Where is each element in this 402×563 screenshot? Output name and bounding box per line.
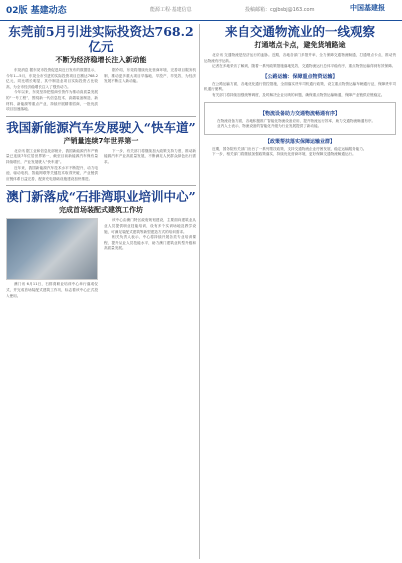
article-1 — [6, 24, 196, 113]
article-1-para: 今年以来，东莞坚持把招商引资作为推动高质量发展的“一号工程”，围绕新一代信息技术、高端装备制造、新材料、新能源等重点产业，持续开展精准招商，一批优质项目加速落地。 — [6, 90, 98, 112]
section-para: 下一步，相关部门将继续加强政策落实，持续优化营商环境，更好保障交通物流畅通运行。 — [212, 152, 356, 157]
article-3-subtitle: 完成首场装配式建筑工作坊 — [59, 206, 143, 215]
article-4 — [204, 24, 396, 158]
article-2-para: 下一步，有关部门将继续加大政策支持力度，推动新能源汽车产业高质量发展，不断满足人民群众绿色出行需求。 — [104, 148, 196, 164]
article-4-intro: 记者在多地采访了解到，随着一系列政策措施落地见效，交通物流运行总体平稳有序，重点物资运输得到有效保障。 — [212, 64, 396, 69]
right-column — [204, 24, 396, 158]
article-1-para: 据介绍，东莞将继续优化营商环境，完善项目服务机制，推动更多重大项目早落地、早投产、早见效，为经济发展不断注入新动能。 — [104, 68, 196, 84]
section-heading: 【物流设备助力交通物流畅通有序】 — [259, 110, 340, 117]
divider — [6, 185, 196, 186]
article-2-para: 北京讯 据工业和信息化部统计，我国新能源汽车产销量已连续7年位居世界第一，截至目前新能源汽车保有量持续增长，产业发展驶入“快车道”。 — [6, 148, 98, 164]
article-3 — [6, 189, 196, 299]
article-1-subtitle: 不断为经济稳增长注入新动能 — [55, 56, 147, 64]
header-email: 投稿邮箱：cgjbsbj@163.com — [245, 7, 315, 13]
article-1-body — [6, 68, 196, 113]
divider — [6, 116, 196, 117]
article-1-para: 东莞消息 据东莞市投资促进局近日发布的数据显示，今年1—5月，东莞全市引进的实际投资项目总额达768.2亿元，同比增长明显，其中制造业项目实际投资占比较高，为全市经济稳增长注入了强劲动力。 — [6, 68, 98, 89]
article-3-para: 澳门讯 6月11日，石排湾职业培训中心举行落成仪式，并完成首场装配式建筑工作坊，标志着该中心正式投入使用。 — [6, 282, 98, 298]
article-4-subtitle: 打通堵点卡点，避免货埔路途 — [254, 41, 346, 49]
article-3-body — [6, 218, 196, 299]
section-para: 在公路运输方面，各地优化通行管控措施，全面落实货车司机通行政策，设立重点物资运输车辆通行证，保障货车司机通行便利。 — [204, 81, 396, 92]
sidebar-box — [204, 102, 396, 135]
article-3-title: 澳门新落成“石排湾职业培训中心” — [6, 189, 196, 205]
article-2-subtitle: 产销量连续7年世界第一 — [63, 136, 139, 145]
section-heading: 【公路运输：保障重点物资运输】 — [262, 73, 338, 80]
article-4-title: 来自交通物流业的一线观察 — [224, 24, 375, 39]
section-para: 在物流设备方面，各地积极推广智能化物流设备应用，提升物流运行效率，助力交通物流畅通有序。 — [217, 118, 376, 123]
section-heading: 【政策帮扶落实保障运输业群】 — [264, 138, 335, 145]
article-3-para: 相关负责人表示，中心将持续开展各类专业培训课程，提升从业人员技能水平，助力澳门建筑业转型升级和高质量发展。 — [104, 235, 196, 251]
training-center-photo — [6, 218, 98, 280]
article-3-para: 该中心由澳门特区政府规划建设，主要面向建筑业从业人员提供职业技能培训，设有多个实训场地及教学设施，可满足装配式建筑等新型建造方式的培训需求。 — [104, 218, 196, 234]
section-para: 有关部门将持续加强统筹调度，及时解决企业反映的问题，确保重点物资运输畅通，保障产业链供应链稳定。 — [212, 92, 385, 97]
page-header — [0, 0, 402, 21]
section-para: 业内人士表示，物流设备的智能化升级为行业发展提供了新动能。 — [217, 124, 322, 129]
column-divider — [199, 24, 200, 559]
article-2 — [6, 120, 196, 183]
left-column — [6, 24, 196, 299]
section-para: 近期，国务院有关部门出台了一系列帮扶政策，支持交通物流企业纾困发展，稳定运输服务能力。 — [212, 146, 367, 151]
article-1-title: 东莞前5月引进实际投资达768.2亿元 — [8, 24, 194, 54]
article-4-intro: 北京讯 交通物流是经济运行的血脉。近期，各地各部门多措并举，全力保障交通物流畅通，打通堵点卡点，推动货运物流有序运转。 — [204, 53, 396, 63]
header-middle: 能源工程·基建信息 — [150, 7, 192, 13]
article-2-para: 近年来，我国新能源汽车技术水平不断提升，动力电池、驱动电机、智能网联等关键技术取得突破，产业链供应链体系日益完善，配套充电基础设施建设加快推进。 — [6, 165, 98, 181]
newspaper-logo: 中国基建报 — [350, 4, 385, 12]
article-2-body — [6, 149, 196, 183]
article-2-title: 我国新能源汽车发展驶入“快车道” — [6, 119, 196, 135]
section-label: 02版 基建动态 — [6, 6, 67, 16]
